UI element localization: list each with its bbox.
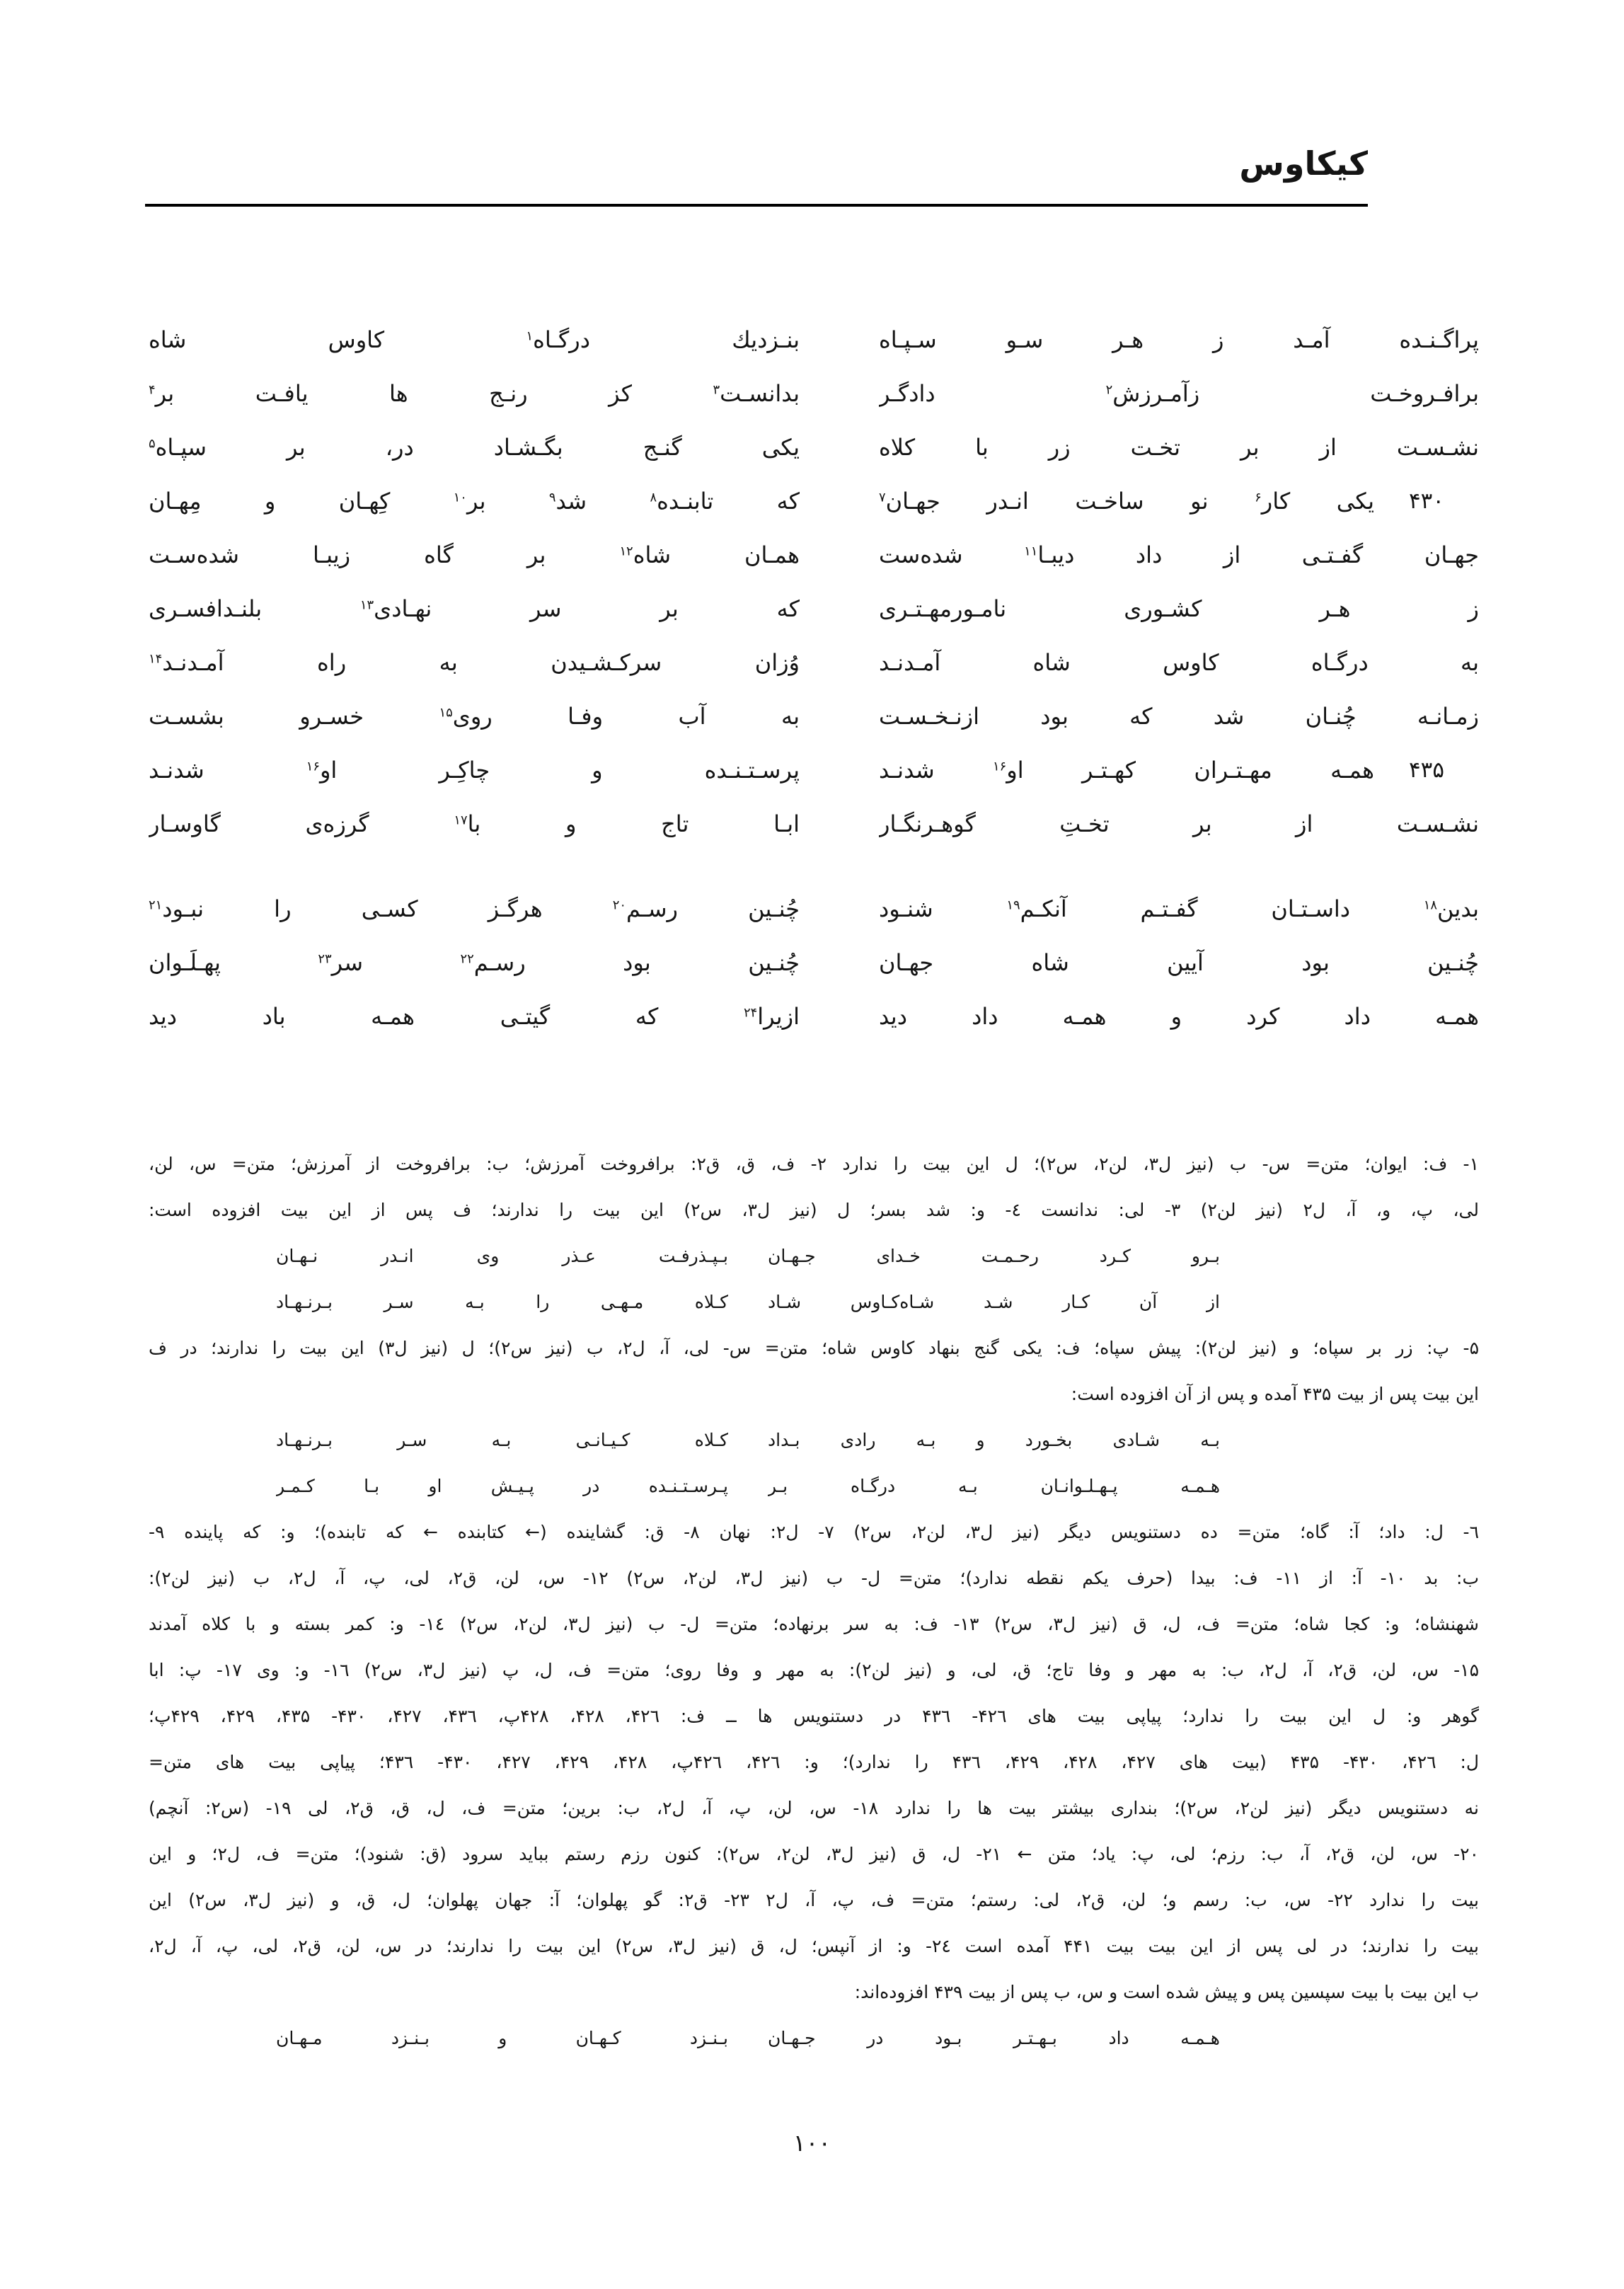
hemistich-right: زمـانـه چُنـان شد که بود ازنـخـسـت <box>879 703 1479 730</box>
quote-hemistich-left: بـپـذرفـت عـذر وی انـدر نـهـان <box>276 1246 728 1266</box>
apparatus-quote-line <box>149 1233 1479 1279</box>
page-number: ۱۰۰ <box>793 2129 831 2157</box>
hemistich-right: نشـسـت از بر تخـت زر با کلاه <box>879 434 1479 461</box>
verse-left-half <box>149 434 800 461</box>
apparatus-quote-line <box>149 1463 1479 1509</box>
verse-row <box>149 797 1479 851</box>
hemistich-right: نشـسـت از برِ تخـتِ گوهـرنگـار <box>879 810 1479 837</box>
hemistich-left: پرسـتـنـده و چاکِـر او$^{۱۶}$ شدنـد <box>149 757 800 784</box>
page-header <box>145 142 1368 207</box>
verse-left-half <box>149 380 800 407</box>
verse-left-half <box>149 810 800 837</box>
quote-hemistich-right: بـرو کـرد رحـمـت خـدای جـهـان <box>768 1246 1220 1266</box>
verse-left-half <box>149 703 800 730</box>
verse-right-half <box>879 380 1479 407</box>
verse-row <box>149 936 1479 989</box>
quote-hemistich-left: پـرسـتـنـده در پـیـش او بـا کـمـر <box>276 1476 728 1496</box>
verse-right-half <box>879 595 1479 622</box>
verse-row <box>149 313 1479 367</box>
hemistich-left: چُنـین رسـم$^{۲۰}$ هرگـز کسـی را نبـود$^{۲۱}$ <box>149 895 800 922</box>
verse-row <box>149 989 1479 1043</box>
apparatus-line: ۵- پ: زر بر سپاه؛ و (نیز لن۲): پیش سپاه؛ ف: یکی گنج بنهاد کاوس شاه؛ متن= س- لی، آ، ل۲، ب (نیز س۲)؛ ل (نیز ل۳) این بیت را ندارند؛ در ف <box>149 1338 1479 1358</box>
quote-hemistich-right: از آن کـار شـد شـاه‌کـاوس شـاد <box>768 1292 1220 1312</box>
verse-left-half <box>149 757 800 784</box>
verse-left-half <box>149 895 800 922</box>
hemistich-left: ازیرا$^{۲۴}$ که گیتـی همـه باد دید <box>149 1003 800 1030</box>
apparatus-line: ۲۰- س، لن، ق۲، آ، ب: رزم؛ لی، پ: یاد؛ متن ← ۲۱- ل، ق (نیز ل۳، لن۲، س۲): کنون رزم رستم بباید سرود (ق: شنود)؛ متن= ف، ل۲؛ و این <box>149 1844 1479 1864</box>
hemistich-right: یکی کار$^۶$ نو ساخـت انـدر جهـان$^۷$ <box>879 488 1374 515</box>
hemistich-left: همـان شاه$^{۱۲}$ بر گاه زیبـا شده‌سـت <box>149 541 800 568</box>
apparatus-quote-line <box>149 2015 1479 2061</box>
apparatus-line: ۱۵- س، لن، ق۲، آ، ل۲، ب: به مهر و وفا تاج؛ ق، لی، و (نیز لن۲): به مهر و وفا روی؛ متن= ف، ل، پ (نیز ل۳، س۲) ۱٦- و: وی ۱۷- پ: ابا <box>149 1660 1479 1680</box>
verse-row <box>149 420 1479 474</box>
verse-row <box>149 582 1479 636</box>
quote-hemistich-right: بـه شـادی بخـورد و بـه رادی بـداد <box>768 1430 1220 1450</box>
hemistich-right: همـه مهـتـران کهـتـر او$^{۱۶}$ شدنـد <box>879 757 1374 784</box>
apparatus-line: ب این بیت با بیت سپسین پس و پیش شده است و س، ب پس از بیت ۴۳۹ افزوده‌اند: <box>854 1982 1479 2002</box>
critical-apparatus-section <box>149 1141 1479 2061</box>
verse-left-half <box>149 488 800 515</box>
verse-right-half <box>879 757 1479 784</box>
verse-row <box>149 882 1479 936</box>
quote-hemistich-left: بـنـزد کـهـان و بـنـزد مـهـان <box>276 2028 728 2048</box>
hemistich-left: به آب وفـا روی$^{۱۵}$ خسـرو بشسـت <box>149 703 800 730</box>
hemistich-left: ابـا تاج و با$^{۱۷}$ گرزه‌ی گاوسـار <box>149 810 800 837</box>
verse-row <box>149 743 1479 797</box>
verse-left-half <box>149 649 800 676</box>
apparatus-line: ٦- ل: داد؛ آ: گاه؛ متن= ده دستنویس دیگر (نیز ل۳، لن۲، س۲) ۷- ل۲: نهان ۸- ق: گشاینده (← کتابنده ← که تابنده)؛ و: که پاینده ۹- <box>149 1522 1479 1542</box>
hemistich-right: همـه داد کرد و همـه داد دید <box>879 1003 1479 1030</box>
hemistich-left: بنـزدیك درگـاه$^۱$ کاوس شاه <box>149 326 800 353</box>
quote-hemistich-right: هـمـه پـهـلـوانـان بـه درگـاه بـر <box>768 1476 1220 1496</box>
apparatus-line: نه دستنویس دیگر (نیز لن۲، س۲)؛ بنداری بیشتر بیت ها را ندارد ۱۸- س، لن، پ، آ، ل۲، ب: برین؛ متن= ف، ل، ق، ق۲، لی ۱۹- (س۲: آنچم) <box>149 1798 1479 1818</box>
verse-row <box>149 528 1479 582</box>
verse-row <box>149 474 1479 528</box>
apparatus-quote-line <box>149 1417 1479 1463</box>
running-title: کیکاوس <box>1239 144 1368 183</box>
verse-right-half <box>879 488 1479 515</box>
apparatus-line: ب: بد ۱۰- آ: از ۱۱- ف: بیدا (حرف یکم نقطه ندارد)؛ متن= ل- ب (نیز ل۳، لن۲، س۲) ۱۲- س، لن، ق۲، لی، پ، آ، ل۲، ب (نیز لن۲): <box>149 1568 1479 1588</box>
apparatus-line: ۱- ف: ایوان؛ متن= س- ب (نیز ل۳، لن۲، س۲)؛ ل این بیت را ندارد ۲- ف، ق، ق۲: برافروخت آمرزش؛ ب: برافروخت از آمرزش؛ متن= س، لن، <box>149 1154 1479 1174</box>
verse-right-half <box>879 434 1479 461</box>
hemistich-left: که تابنـده$^۸$ شد$^۹$ بر$^{۱۰}$ کِهـان و مِهـان <box>149 488 800 515</box>
hemistich-right: به درگـاه کاوس شاه آمـدنـد <box>879 649 1479 676</box>
apparatus-line: ل: ۴۲٦، ۴۳۰- ۴۳۵ (بیت های ۴۲۷، ۴۲۸، ۴۲۹، ۴۳٦ را ندارد)؛ و: ۴۲٦، ۴۲٦پ، ۴۲۸، ۴۲۹، ۴۲۷، ۴۳۰- ۴۳٦؛ پیاپی بیت های متن= <box>149 1752 1479 1772</box>
apparatus-line: گوهر و: ل این بیت را ندارد؛ پیاپی بیت های ۴۲٦- ۴۳٦ در دستنویس ها ــ ف: ۴۲٦، ۴۲۸، ۴۲۸پ، ۴۳٦، ۴۲۷، ۴۳۰- ۴۳۵، ۴۲۹، ۴۲۹پ؛ <box>149 1706 1479 1726</box>
verse-right-half <box>879 1003 1479 1030</box>
verse-right-half <box>879 649 1479 676</box>
verse-row <box>149 367 1479 420</box>
quote-hemistich-left: کـلاه کـیـانـی بـه سـر بـرنـهـاد <box>276 1430 728 1450</box>
verse-left-half <box>149 1003 800 1030</box>
verse-row <box>149 636 1479 689</box>
apparatus-line: بیت را ندارد ۲۲- س، ب: رسم و؛ لن، ق۲، لی: رستم؛ متن= ف، پ، آ، ل۲ ۲۳- ق۲: گو پهلوان؛ آ: جهان پهلوان؛ ل، ق، و (نیز ل۳، س۲) این <box>149 1890 1479 1910</box>
verse-left-half <box>149 595 800 622</box>
verse-left-half <box>149 326 800 353</box>
hemistich-left: بدانسـت$^۳$ کز رنـج ها یافـت بر$^۴$ <box>149 380 800 407</box>
verse-left-half <box>149 541 800 568</box>
verse-number: ۴۳۰ <box>1409 488 1444 514</box>
quote-hemistich-left: کـلاه مـهـی را بـه سـر بـرنـهـاد <box>276 1292 728 1312</box>
verse-number: ۴۳۵ <box>1409 757 1444 783</box>
hemistich-right: پراگـنـده آمـد ز هـر سـو سـپـاه <box>879 326 1479 353</box>
header-rule-divider <box>145 204 1368 207</box>
hemistich-right: چُنـین بود آیین شاه جهـان <box>879 949 1479 976</box>
verse-right-half <box>879 326 1479 353</box>
poem-section <box>149 313 1479 1043</box>
hemistich-left: چُنـین بود رسـم$^{۲۲}$ سرِ$^{۲۳}$ پهـلَـوان <box>149 949 800 976</box>
hemistich-right: جهـان گفـتـی از داد دیبـا$^{۱۱}$ شده‌ست <box>879 541 1479 568</box>
verse-row <box>149 689 1479 743</box>
hemistich-left: یکی گنـج بگـشـاد در، بر سپـاه$^۵$ <box>149 434 800 461</box>
apparatus-line: لی، پ، و، آ، ل۲ (نیز لن۲) ۳- لی: ندانست ٤- و: شد بسر؛ ل (نیز ل۳، س۲) این بیت را ندارند؛ ف پس از این بیت افزوده است: <box>149 1200 1479 1220</box>
verse-right-half <box>879 810 1479 837</box>
verse-right-half <box>879 541 1479 568</box>
hemistich-right: برافـروخـت زآمـرزش$^۲$ دادگـر <box>879 380 1479 407</box>
hemistich-right: ز هـر کشـوری نامـورمهـتـری <box>879 595 1479 622</box>
verse-right-half <box>879 949 1479 976</box>
apparatus-line: بیت را ندارند؛ در لی پس از این بیت بیت ۴۴۱ آمده است ۲٤- و: از آنپس؛ ل، ق (نیز ل۳، س۲) این بیت را ندارند؛ در س، لن، ق۲، لی، پ، آ، ل۲، <box>149 1936 1479 1956</box>
hemistich-left: که بر سر نهـادی$^{۱۳}$ بلنـدافسـری <box>149 595 800 622</box>
apparatus-line: شهنشاه؛ و: کجا شاه؛ متن= ف، ل، ق (نیز ل۳، س۲) ۱۳- ف: به سر برنهاده؛ متن= ل- ب (نیز ل۳، لن۲، س۲) ۱٤- و: کمر بسته و با کلاه آمدند <box>149 1614 1479 1634</box>
apparatus-quote-line <box>149 1279 1479 1325</box>
hemistich-left: وُزان سرکـشـیدن به راه آمـدنـد$^{۱۴}$ <box>149 649 800 676</box>
quote-hemistich-right: هـمـه داد بـهـتـر بـود در جـهـان <box>768 2028 1220 2048</box>
apparatus-line: این بیت پس از بیت ۴۳۵ آمده و پس از آن افزوده است: <box>1071 1384 1479 1404</box>
verse-left-half <box>149 949 800 976</box>
hemistich-right: بدین$^{۱۸}$ داسـتـان گفـتـم آنکـم$^{۱۹}$ شنـود <box>879 895 1479 922</box>
verse-right-half <box>879 703 1479 730</box>
verse-right-half <box>879 895 1479 922</box>
